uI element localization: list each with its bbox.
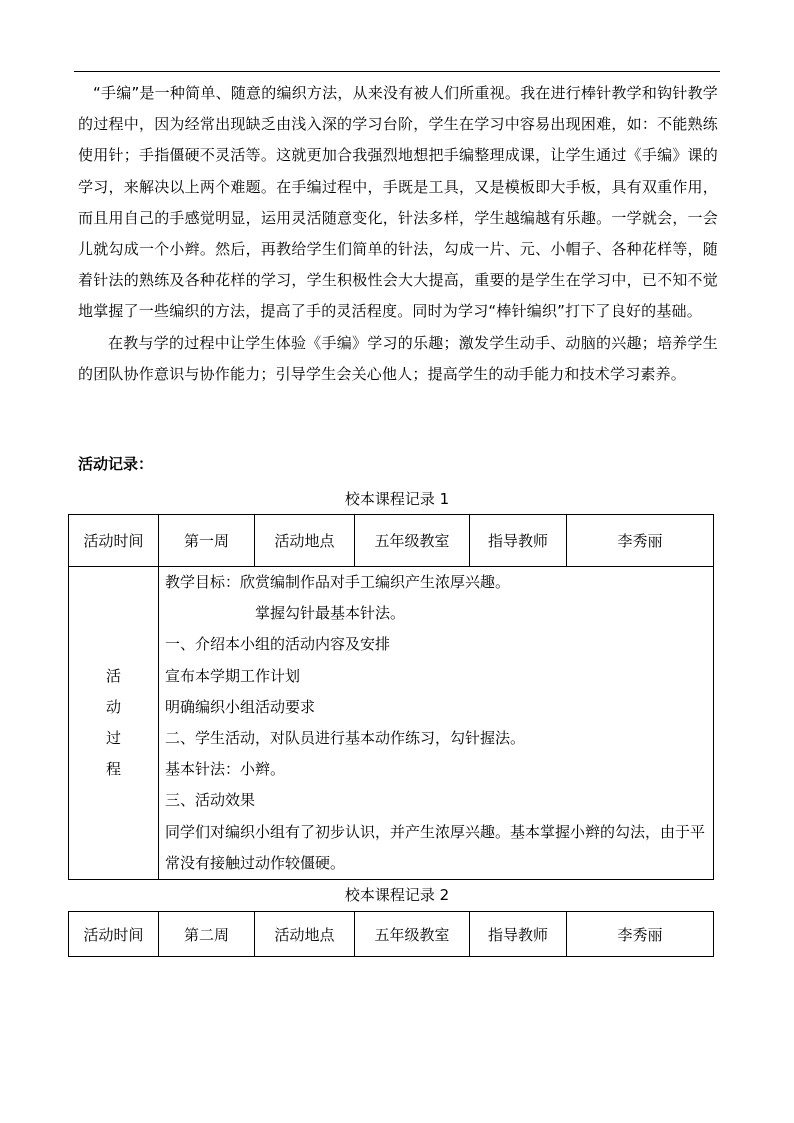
place-label: 活动地点 [255, 515, 355, 567]
teacher-value: 李秀丽 [567, 912, 714, 957]
intro-text [78, 78, 718, 390]
process-line: 宣布本学期工作计划 [165, 666, 301, 685]
teacher-value: 李秀丽 [567, 515, 714, 567]
time-value: 第二周 [159, 912, 255, 957]
process-line: 明确编织小组活动要求 [165, 697, 316, 716]
process-label-char: 动 [105, 698, 121, 717]
process-label [69, 567, 159, 880]
process-label-char: 活 [105, 667, 121, 686]
process-line: 掌握勾针最基本针法。 [255, 604, 406, 623]
record-2-caption: 校本课程记录 2 [344, 886, 450, 904]
process-line: 三、活动效果 [165, 791, 256, 810]
intro-paragraph-1: “手编”是一种简单、随意的编织方法，从来没有被人们所重视。我在进行棒针教学和钩针教学的过程中，因为经常出现缺乏由浅入深的学习台阶，学生在学习中容易出现困难，如：不能熟练使用针；手指僵硬不灵活等。这就更加合我强烈地想把手编整理成课，让学生通过《手编》课的学习，来解决以上两个难题。在手编过程中，手既是工具，又是模板即大手板，具有双重作用，而且用自己的手感觉明显，运用灵活随意变化，针法多样，学生越编越有乐趣。一学就会，一会儿就勾成一个小辫。然后，再教给学生们简单的针法，勾成一片、元、小帽子、各种花样等，随着针法的熟练及各种花样的学习，学生积极性会大大提高，重要的是学生在学习中，已不知不觉地掌握了一些编织的方法，提高了手的灵活程度。同时为学习“棒针编织”打下了良好的基础。 [78, 84, 718, 321]
place-label: 活动地点 [255, 912, 355, 957]
teacher-label: 指导教师 [470, 515, 567, 567]
header-rule [74, 71, 720, 72]
record-1-caption: 校本课程记录 1 [344, 490, 450, 508]
process-label-char: 过 [105, 729, 121, 748]
process-line: 一、介绍本小组的活动内容及安排 [165, 635, 391, 654]
process-line: 基本针法：小辫。 [165, 760, 286, 779]
process-line: 二、学生活动，对队员进行基本动作练习，勾针握法。 [165, 729, 526, 748]
section-title: 活动记录： [78, 455, 154, 473]
teacher-label: 指导教师 [470, 912, 567, 957]
record-1-process-row [69, 567, 714, 880]
record-1-header-row [69, 515, 714, 567]
process-content [159, 567, 714, 880]
record-1-table [68, 514, 714, 880]
time-value: 第一周 [159, 515, 255, 567]
place-value: 五年级教室 [355, 912, 470, 957]
intro-paragraph-2: 在教与学的过程中让学生体验《手编》学习的乐趣；激发学生动手、动脑的兴趣；培养学生的团队协作意识与协作能力；引导学生会关心他人；提高学生的动手能力和技术学习素养。 [78, 333, 718, 383]
time-label: 活动时间 [69, 515, 159, 567]
process-label-char: 程 [105, 760, 121, 779]
process-line: 教学目标：欣赏编制作品对手工编织产生浓厚兴趣。 [165, 573, 511, 591]
place-value: 五年级教室 [355, 515, 470, 567]
record-2-table [68, 911, 714, 957]
process-line: 同学们对编织小组有了初步认识，并产生浓厚兴趣。基本掌握小辫的勾法，由于平常没有接触过动作较僵硬。 [165, 822, 706, 872]
record-2-header-row [69, 912, 714, 957]
time-label: 活动时间 [69, 912, 159, 957]
